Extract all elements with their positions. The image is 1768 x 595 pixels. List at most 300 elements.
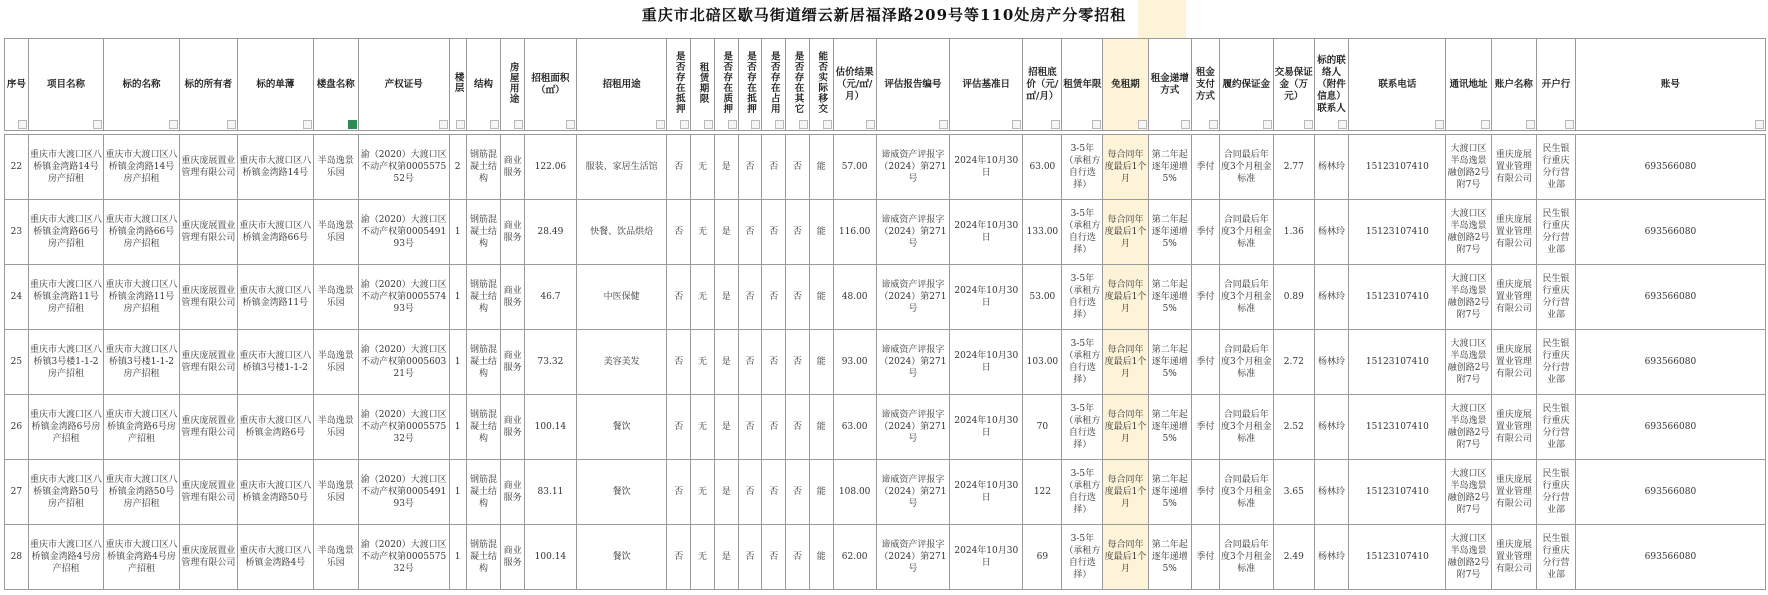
header-cell[interactable]: 是否存在抵押 [738,39,762,131]
cell-project[interactable]: 重庆市大渡口区八桥镇金湾路6号房产招租 [28,395,104,460]
filter-button[interactable] [18,120,27,129]
cell-m1[interactable]: 否 [667,200,691,265]
cell-transfer[interactable]: 能 [809,265,833,330]
cell-report[interactable]: 谛威资产评报字（2024）第271号 [876,460,949,525]
cell-phone[interactable]: 15123107410 [1349,330,1446,395]
cell-name[interactable]: 重庆市大渡口区八桥镇金湾路6号房产招租 [104,395,180,460]
filter-button[interactable] [728,120,737,129]
cell-account-name[interactable]: 重庆庞展置业管理有限公司 [1491,265,1536,330]
filter-button[interactable] [1092,120,1101,129]
header-cell[interactable]: 评估报告编号 [876,39,949,131]
cell-payment[interactable]: 季付 [1191,135,1219,200]
cell-phone[interactable]: 15123107410 [1349,525,1446,590]
cell-no[interactable]: 23 [5,200,29,265]
header-cell[interactable]: 租金递增方式 [1148,39,1191,131]
cell-contact[interactable]: 杨林玲 [1314,460,1349,525]
cell-m4[interactable]: 否 [762,460,786,525]
cell-m2[interactable]: 是 [714,200,738,265]
cell-term[interactable]: 无 [691,200,715,265]
cell-estate[interactable]: 半岛逸景乐园 [313,265,358,330]
cell-owner[interactable]: 重庆庞展置业管理有限公司 [179,395,237,460]
cell-free[interactable]: 每合同年度最后1个月 [1103,460,1148,525]
cell-m5[interactable]: 否 [786,525,810,590]
filter-button[interactable] [866,120,875,129]
cell-m5[interactable]: 否 [786,135,810,200]
cell-payment[interactable]: 季付 [1191,460,1219,525]
cell-bank[interactable]: 民生银行重庆分行营业部 [1537,135,1576,200]
cell-cert[interactable]: 渝（2020）大渡口区不动产权第000557532号 [358,395,449,460]
cell-m3[interactable]: 否 [738,525,762,590]
cell-account-name[interactable]: 重庆庞展置业管理有限公司 [1491,395,1536,460]
header-cell[interactable]: 房屋用途 [501,39,525,131]
filter-button[interactable] [1012,120,1021,129]
cell-deposit[interactable]: 合同最后年度3个月租金标准 [1219,200,1273,265]
cell-purpose[interactable]: 餐饮 [576,460,667,525]
cell-guarantee[interactable]: 3.65 [1273,460,1314,525]
cell-name[interactable]: 重庆市大渡口区八桥镇金湾路66号房产招租 [104,200,180,265]
cell-purpose[interactable]: 中医保健 [576,265,667,330]
cell-payment[interactable]: 季付 [1191,265,1219,330]
filter-button[interactable] [1263,120,1272,129]
header-cell[interactable]: 项目名称 [28,39,104,131]
cell-account[interactable]: 693566080 [1575,135,1765,200]
cell-use[interactable]: 商业服务 [501,265,525,330]
header-cell[interactable]: 能否实际移交 [809,39,833,131]
cell-owner[interactable]: 重庆庞展置业管理有限公司 [179,525,237,590]
cell-address[interactable]: 大渡口区半岛逸景融创路2号附7号 [1446,525,1491,590]
header-cell[interactable]: 账号 [1575,39,1765,131]
filter-button[interactable] [1565,120,1574,129]
cell-appraisal[interactable]: 62.00 [833,525,876,590]
cell-base-date[interactable]: 2024年10月30日 [950,525,1023,590]
cell-area[interactable]: 28.49 [525,200,577,265]
cell-m4[interactable]: 否 [762,135,786,200]
header-cell[interactable]: 联系电话 [1349,39,1446,131]
cell-report[interactable]: 谛威资产评报字（2024）第271号 [876,525,949,590]
header-cell[interactable]: 租赁期限 [691,39,715,131]
header-cell[interactable]: 楼盘名称 [313,39,358,131]
cell-cert[interactable]: 渝（2020）大渡口区不动产权第000557532号 [358,525,449,590]
cell-unit[interactable]: 重庆市大渡口区八桥镇金湾路50号 [238,460,314,525]
cell-phone[interactable]: 15123107410 [1349,135,1446,200]
cell-transfer[interactable]: 能 [809,330,833,395]
cell-account[interactable]: 693566080 [1575,265,1765,330]
cell-transfer[interactable]: 能 [809,200,833,265]
cell-increase[interactable]: 第二年起逐年递增5% [1148,395,1191,460]
cell-project[interactable]: 重庆市大渡口区八桥镇金湾路50号房产招租 [28,460,104,525]
cell-unit[interactable]: 重庆市大渡口区八桥镇金湾路66号 [238,200,314,265]
filter-button[interactable] [1481,120,1490,129]
header-cell[interactable]: 标的名称 [104,39,180,131]
cell-guarantee[interactable]: 2.52 [1273,395,1314,460]
cell-unit[interactable]: 重庆市大渡口区八桥镇金湾路4号 [238,525,314,590]
cell-reserve[interactable]: 133.00 [1023,200,1062,265]
cell-purpose[interactable]: 美容美发 [576,330,667,395]
header-cell[interactable]: 招租用途 [576,39,667,131]
cell-owner[interactable]: 重庆庞展置业管理有限公司 [179,135,237,200]
cell-account-name[interactable]: 重庆庞展置业管理有限公司 [1491,525,1536,590]
filter-button[interactable] [490,120,499,129]
filter-button[interactable] [775,120,784,129]
cell-area[interactable]: 83.11 [525,460,577,525]
cell-term[interactable]: 无 [691,525,715,590]
cell-increase[interactable]: 第二年起逐年递增5% [1148,135,1191,200]
cell-unit[interactable]: 重庆市大渡口区八桥镇金湾路14号 [238,135,314,200]
cell-increase[interactable]: 第二年起逐年递增5% [1148,330,1191,395]
cell-name[interactable]: 重庆市大渡口区八桥镇金湾路14号房产招租 [104,135,180,200]
cell-guarantee[interactable]: 0.89 [1273,265,1314,330]
cell-years[interactable]: 3-5年（承租方自行选择） [1062,200,1103,265]
cell-free[interactable]: 每合同年度最后1个月 [1103,135,1148,200]
cell-deposit[interactable]: 合同最后年度3个月租金标准 [1219,265,1273,330]
cell-m3[interactable]: 否 [738,265,762,330]
cell-deposit[interactable]: 合同最后年度3个月租金标准 [1219,395,1273,460]
cell-m4[interactable]: 否 [762,525,786,590]
cell-structure[interactable]: 钢筋混凝土结构 [466,330,501,395]
cell-transfer[interactable]: 能 [809,395,833,460]
cell-project[interactable]: 重庆市大渡口区八桥镇3号楼1-1-2房产招租 [28,330,104,395]
cell-phone[interactable]: 15123107410 [1349,460,1446,525]
header-cell[interactable]: 租金支付方式 [1191,39,1219,131]
filter-button[interactable] [751,120,760,129]
cell-appraisal[interactable]: 48.00 [833,265,876,330]
cell-report[interactable]: 谛威资产评报字（2024）第271号 [876,330,949,395]
cell-term[interactable]: 无 [691,135,715,200]
cell-structure[interactable]: 钢筋混凝土结构 [466,460,501,525]
filter-button[interactable] [1181,120,1190,129]
header-cell[interactable]: 是否存在抵押 [667,39,691,131]
cell-no[interactable]: 25 [5,330,29,395]
cell-phone[interactable]: 15123107410 [1349,395,1446,460]
cell-report[interactable]: 谛威资产评报字（2024）第271号 [876,200,949,265]
cell-transfer[interactable]: 能 [809,460,833,525]
cell-payment[interactable]: 季付 [1191,330,1219,395]
cell-base-date[interactable]: 2024年10月30日 [950,460,1023,525]
cell-bank[interactable]: 民生银行重庆分行营业部 [1537,460,1576,525]
cell-contact[interactable]: 杨林玲 [1314,330,1349,395]
cell-use[interactable]: 商业服务 [501,135,525,200]
cell-m3[interactable]: 否 [738,460,762,525]
cell-m2[interactable]: 是 [714,135,738,200]
cell-payment[interactable]: 季付 [1191,200,1219,265]
cell-address[interactable]: 大渡口区半岛逸景融创路2号附7号 [1446,200,1491,265]
cell-purpose[interactable]: 餐饮 [576,525,667,590]
cell-deposit[interactable]: 合同最后年度3个月租金标准 [1219,330,1273,395]
cell-increase[interactable]: 第二年起逐年递增5% [1148,265,1191,330]
header-cell[interactable]: 通讯地址 [1446,39,1491,131]
cell-purpose[interactable]: 餐饮 [576,395,667,460]
cell-appraisal[interactable]: 57.00 [833,135,876,200]
filter-button[interactable] [456,120,465,129]
filter-button[interactable] [93,120,102,129]
filter-button[interactable] [1051,120,1060,129]
cell-guarantee[interactable]: 1.36 [1273,200,1314,265]
filter-button[interactable] [303,120,312,129]
cell-increase[interactable]: 第二年起逐年递增5% [1148,460,1191,525]
cell-m1[interactable]: 否 [667,395,691,460]
cell-deposit[interactable]: 合同最后年度3个月租金标准 [1219,460,1273,525]
cell-area[interactable]: 46.7 [525,265,577,330]
cell-no[interactable]: 22 [5,135,29,200]
filter-button[interactable] [1209,120,1218,129]
cell-area[interactable]: 73.32 [525,330,577,395]
cell-project[interactable]: 重庆市大渡口区八桥镇金湾路66号房产招租 [28,200,104,265]
cell-report[interactable]: 谛威资产评报字（2024）第271号 [876,135,949,200]
header-cell[interactable]: 交易保证金（万元） [1273,39,1314,131]
cell-use[interactable]: 商业服务 [501,525,525,590]
cell-account-name[interactable]: 重庆庞展置业管理有限公司 [1491,135,1536,200]
cell-cert[interactable]: 渝（2020）大渡口区不动产权第000549193号 [358,460,449,525]
cell-unit[interactable]: 重庆市大渡口区八桥镇3号楼1-1-2 [238,330,314,395]
cell-name[interactable]: 重庆市大渡口区八桥镇金湾路50号房产招租 [104,460,180,525]
filter-button-active[interactable] [348,120,357,129]
cell-cert[interactable]: 渝（2020）大渡口区不动产权第000549193号 [358,200,449,265]
cell-name[interactable]: 重庆市大渡口区八桥镇3号楼1-1-2房产招租 [104,330,180,395]
header-cell[interactable]: 标的联络人（附件信息）联系人 [1314,39,1349,131]
cell-area[interactable]: 122.06 [525,135,577,200]
header-cell[interactable]: 招租底价（元/㎡/月） [1023,39,1062,131]
cell-years[interactable]: 3-5年（承租方自行选择） [1062,330,1103,395]
cell-structure[interactable]: 钢筋混凝土结构 [466,265,501,330]
cell-appraisal[interactable]: 63.00 [833,395,876,460]
cell-deposit[interactable]: 合同最后年度3个月租金标准 [1219,525,1273,590]
cell-payment[interactable]: 季付 [1191,395,1219,460]
filter-button[interactable] [169,120,178,129]
cell-m1[interactable]: 否 [667,135,691,200]
cell-bank[interactable]: 民生银行重庆分行营业部 [1537,200,1576,265]
cell-contact[interactable]: 杨林玲 [1314,265,1349,330]
cell-reserve[interactable]: 53.00 [1023,265,1062,330]
cell-reserve[interactable]: 63.00 [1023,135,1062,200]
header-cell[interactable]: 序号 [5,39,29,131]
cell-project[interactable]: 重庆市大渡口区八桥镇金湾路14号房产招租 [28,135,104,200]
cell-estate[interactable]: 半岛逸景乐园 [313,330,358,395]
header-cell[interactable]: 是否存在其它 [786,39,810,131]
filter-button[interactable] [799,120,808,129]
cell-increase[interactable]: 第二年起逐年递增5% [1148,200,1191,265]
cell-guarantee[interactable]: 2.49 [1273,525,1314,590]
cell-m3[interactable]: 否 [738,135,762,200]
cell-m1[interactable]: 否 [667,525,691,590]
cell-guarantee[interactable]: 2.72 [1273,330,1314,395]
cell-m1[interactable]: 否 [667,330,691,395]
cell-free[interactable]: 每合同年度最后1个月 [1103,330,1148,395]
cell-use[interactable]: 商业服务 [501,200,525,265]
cell-address[interactable]: 大渡口区半岛逸景融创路2号附7号 [1446,135,1491,200]
cell-area[interactable]: 100.14 [525,525,577,590]
cell-floor[interactable]: 1 [449,525,466,590]
cell-m3[interactable]: 否 [738,330,762,395]
cell-free[interactable]: 每合同年度最后1个月 [1103,265,1148,330]
cell-reserve[interactable]: 70 [1023,395,1062,460]
cell-estate[interactable]: 半岛逸景乐园 [313,395,358,460]
cell-transfer[interactable]: 能 [809,525,833,590]
filter-button[interactable] [1526,120,1535,129]
header-cell[interactable]: 产权证号 [358,39,449,131]
cell-area[interactable]: 100.14 [525,395,577,460]
cell-years[interactable]: 3-5年（承租方自行选择） [1062,135,1103,200]
header-cell[interactable]: 招租面积（㎡） [525,39,577,131]
cell-contact[interactable]: 杨林玲 [1314,525,1349,590]
cell-account[interactable]: 693566080 [1575,330,1765,395]
cell-report[interactable]: 谛威资产评报字（2024）第271号 [876,265,949,330]
cell-floor[interactable]: 1 [449,200,466,265]
cell-account-name[interactable]: 重庆庞展置业管理有限公司 [1491,330,1536,395]
header-cell[interactable]: 标的单薄 [238,39,314,131]
cell-unit[interactable]: 重庆市大渡口区八桥镇金湾路11号 [238,265,314,330]
cell-m5[interactable]: 否 [786,265,810,330]
cell-m2[interactable]: 是 [714,460,738,525]
cell-structure[interactable]: 钢筋混凝土结构 [466,200,501,265]
cell-reserve[interactable]: 122 [1023,460,1062,525]
cell-phone[interactable]: 15123107410 [1349,265,1446,330]
cell-use[interactable]: 商业服务 [501,395,525,460]
cell-contact[interactable]: 杨林玲 [1314,135,1349,200]
filter-button[interactable] [1304,120,1313,129]
cell-no[interactable]: 26 [5,395,29,460]
cell-m1[interactable]: 否 [667,460,691,525]
cell-term[interactable]: 无 [691,395,715,460]
cell-appraisal[interactable]: 116.00 [833,200,876,265]
cell-project[interactable]: 重庆市大渡口区八桥镇金湾路11号房产招租 [28,265,104,330]
cell-bank[interactable]: 民生银行重庆分行营业部 [1537,525,1576,590]
cell-contact[interactable]: 杨林玲 [1314,200,1349,265]
cell-floor[interactable]: 1 [449,460,466,525]
cell-m4[interactable]: 否 [762,200,786,265]
cell-m2[interactable]: 是 [714,525,738,590]
cell-base-date[interactable]: 2024年10月30日 [950,200,1023,265]
filter-button[interactable] [939,120,948,129]
header-cell[interactable]: 账户名称 [1491,39,1536,131]
header-cell[interactable]: 开户行 [1537,39,1576,131]
filter-button[interactable] [704,120,713,129]
cell-account-name[interactable]: 重庆庞展置业管理有限公司 [1491,200,1536,265]
cell-floor[interactable]: 1 [449,330,466,395]
filter-button[interactable] [227,120,236,129]
cell-address[interactable]: 大渡口区半岛逸景融创路2号附7号 [1446,265,1491,330]
cell-guarantee[interactable]: 2.77 [1273,135,1314,200]
cell-term[interactable]: 无 [691,330,715,395]
cell-base-date[interactable]: 2024年10月30日 [950,395,1023,460]
cell-years[interactable]: 3-5年（承租方自行选择） [1062,395,1103,460]
cell-account[interactable]: 693566080 [1575,460,1765,525]
cell-name[interactable]: 重庆市大渡口区八桥镇金湾路11号房产招租 [104,265,180,330]
cell-m5[interactable]: 否 [786,200,810,265]
cell-no[interactable]: 24 [5,265,29,330]
cell-free[interactable]: 每合同年度最后1个月 [1103,200,1148,265]
cell-account-name[interactable]: 重庆庞展置业管理有限公司 [1491,460,1536,525]
cell-m1[interactable]: 否 [667,265,691,330]
cell-account[interactable]: 693566080 [1575,395,1765,460]
cell-base-date[interactable]: 2024年10月30日 [950,330,1023,395]
header-cell[interactable]: 租赁年限 [1062,39,1103,131]
cell-deposit[interactable]: 合同最后年度3个月租金标准 [1219,135,1273,200]
cell-structure[interactable]: 钢筋混凝土结构 [466,135,501,200]
cell-estate[interactable]: 半岛逸景乐园 [313,525,358,590]
cell-reserve[interactable]: 103.00 [1023,330,1062,395]
cell-cert[interactable]: 渝（2020）大渡口区不动产权第000557493号 [358,265,449,330]
cell-base-date[interactable]: 2024年10月30日 [950,135,1023,200]
cell-report[interactable]: 谛威资产评报字（2024）第271号 [876,395,949,460]
cell-use[interactable]: 商业服务 [501,460,525,525]
cell-structure[interactable]: 钢筋混凝土结构 [466,395,501,460]
cell-bank[interactable]: 民生银行重庆分行营业部 [1537,330,1576,395]
cell-owner[interactable]: 重庆庞展置业管理有限公司 [179,330,237,395]
cell-estate[interactable]: 半岛逸景乐园 [313,200,358,265]
cell-m5[interactable]: 否 [786,460,810,525]
cell-m4[interactable]: 否 [762,330,786,395]
cell-estate[interactable]: 半岛逸景乐园 [313,460,358,525]
cell-use[interactable]: 商业服务 [501,330,525,395]
cell-phone[interactable]: 15123107410 [1349,200,1446,265]
filter-button[interactable] [823,120,832,129]
filter-button[interactable] [1755,120,1764,129]
header-cell[interactable]: 估价结果（元/㎡/月） [833,39,876,131]
cell-free[interactable]: 每合同年度最后1个月 [1103,525,1148,590]
cell-years[interactable]: 3-5年（承租方自行选择） [1062,265,1103,330]
cell-bank[interactable]: 民生银行重庆分行营业部 [1537,265,1576,330]
header-cell[interactable]: 是否存在占用 [762,39,786,131]
cell-transfer[interactable]: 能 [809,135,833,200]
filter-button[interactable] [439,120,448,129]
filter-button[interactable] [1138,120,1147,129]
cell-owner[interactable]: 重庆庞展置业管理有限公司 [179,460,237,525]
cell-m2[interactable]: 是 [714,330,738,395]
header-cell[interactable]: 评估基准日 [950,39,1023,131]
cell-m4[interactable]: 否 [762,265,786,330]
cell-increase[interactable]: 第二年起逐年递增5% [1148,525,1191,590]
filter-button[interactable] [680,120,689,129]
cell-years[interactable]: 3-5年（承租方自行选择） [1062,460,1103,525]
cell-structure[interactable]: 钢筋混凝土结构 [466,525,501,590]
cell-m2[interactable]: 是 [714,265,738,330]
cell-m4[interactable]: 否 [762,395,786,460]
cell-m5[interactable]: 否 [786,395,810,460]
cell-payment[interactable]: 季付 [1191,525,1219,590]
cell-floor[interactable]: 1 [449,395,466,460]
filter-button[interactable] [1338,120,1347,129]
cell-account[interactable]: 693566080 [1575,200,1765,265]
cell-address[interactable]: 大渡口区半岛逸景融创路2号附7号 [1446,460,1491,525]
cell-cert[interactable]: 渝（2020）大渡口区不动产权第000557552号 [358,135,449,200]
cell-years[interactable]: 3-5年（承租方自行选择） [1062,525,1103,590]
cell-free[interactable]: 每合同年度最后1个月 [1103,395,1148,460]
cell-m2[interactable]: 是 [714,395,738,460]
cell-term[interactable]: 无 [691,265,715,330]
cell-bank[interactable]: 民生银行重庆分行营业部 [1537,395,1576,460]
cell-m3[interactable]: 否 [738,395,762,460]
cell-cert[interactable]: 渝（2020）大渡口区不动产权第000560321号 [358,330,449,395]
cell-base-date[interactable]: 2024年10月30日 [950,265,1023,330]
cell-reserve[interactable]: 69 [1023,525,1062,590]
cell-name[interactable]: 重庆市大渡口区八桥镇金湾路4号房产招租 [104,525,180,590]
cell-address[interactable]: 大渡口区半岛逸景融创路2号附7号 [1446,330,1491,395]
cell-floor[interactable]: 2 [449,135,466,200]
cell-project[interactable]: 重庆市大渡口区八桥镇金湾路4号房产招租 [28,525,104,590]
header-cell[interactable]: 结构 [466,39,501,131]
cell-appraisal[interactable]: 108.00 [833,460,876,525]
cell-floor[interactable]: 1 [449,265,466,330]
filter-button[interactable] [656,120,665,129]
cell-purpose[interactable]: 服装、家居生活馆 [576,135,667,200]
header-cell[interactable]: 标的所有者 [179,39,237,131]
header-cell[interactable]: 是否存在质押 [714,39,738,131]
cell-appraisal[interactable]: 93.00 [833,330,876,395]
filter-button[interactable] [1435,120,1444,129]
cell-term[interactable]: 无 [691,460,715,525]
cell-no[interactable]: 27 [5,460,29,525]
cell-purpose[interactable]: 快餐、饮品烘焙 [576,200,667,265]
